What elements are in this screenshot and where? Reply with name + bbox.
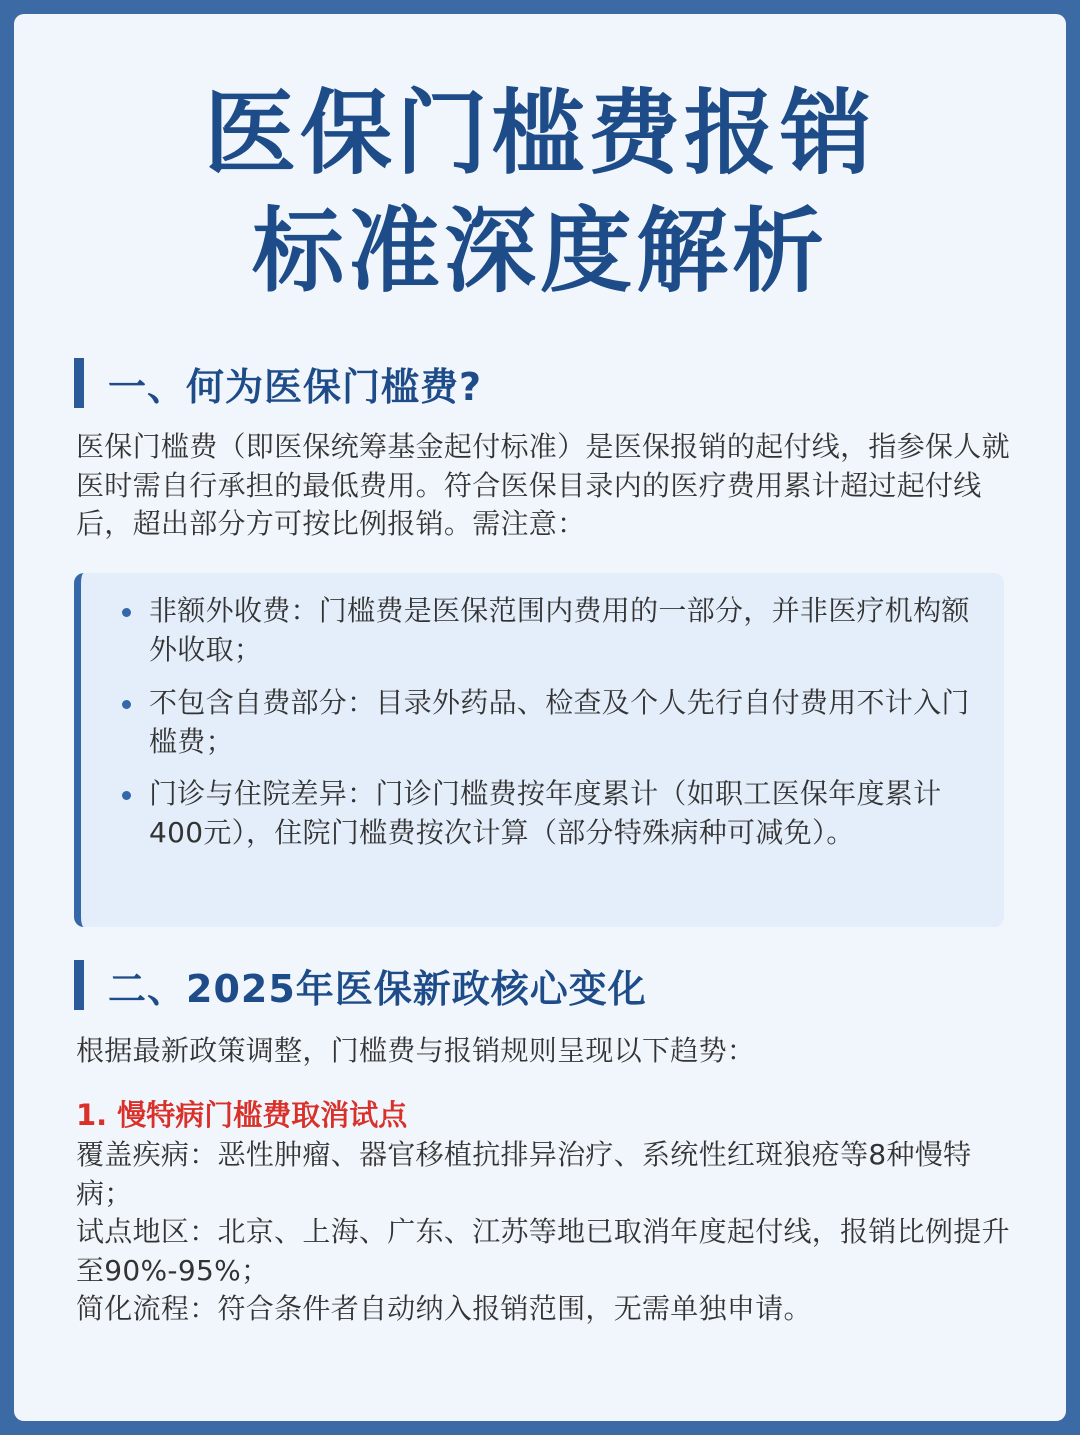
note-item [111,684,991,761]
note-item [111,592,991,669]
section-2-subheading: 1. 慢特病门槛费取消试点 [76,1098,408,1132]
section-2-heading [74,960,647,1010]
section-1-accent-bar [74,358,84,408]
note-text: 非额外收费：门槛费是医保范围内费用的一部分，并非医疗机构额外收取； [149,594,970,666]
section-2-intro: 根据最新政策调整，门槛费与报销规则呈现以下趋势： [76,1034,756,1067]
section-2-details [76,1136,1016,1329]
section-1-intro: 医保门槛费（即医保统筹基金起付标准）是医保报销的起付线，指参保人就医时需自行承担的最低费用。符合医保目录内的医疗费用累计超过起付线后，超出部分方可按比例报销。需注意： [76,430,1010,540]
title-line-1: 医保门槛费报销 [203,80,876,187]
detail-line-diseases: 覆盖疾病：恶性肿瘤、器官移植抗排异治疗、系统性红斑狼疮等8种慢特病； [76,1138,972,1210]
bullet-dot-icon [122,608,131,617]
detail-line-process: 简化流程：符合条件者自动纳入报销范围，无需单独申请。 [76,1292,812,1325]
section-1-heading-text: 一、何为医保门槛费? [108,364,483,409]
poster-frame [14,14,1066,1421]
notes-box [74,573,1004,927]
bullet-dot-icon [122,700,131,709]
note-text: 门诊与住院差异：门诊门槛费按年度累计（如职工医保年度累计400元），住院门槛费按次计算（部分特殊病种可减免）。 [149,777,942,849]
section-2-accent-bar [74,960,84,1010]
note-item [111,775,991,852]
title-line-2: 标准深度解析 [251,198,828,305]
section-1-heading [74,358,482,408]
section-2-heading-text: 二、2025年医保新政核心变化 [108,966,647,1011]
detail-line-regions: 试点地区：北京、上海、广东、江苏等地已取消年度起付线，报销比例提升至90%-95%； [76,1215,1010,1287]
note-text: 不包含自费部分：目录外药品、检查及个人先行自付费用不计入门槛费； [149,686,970,758]
bullet-dot-icon [122,791,131,800]
